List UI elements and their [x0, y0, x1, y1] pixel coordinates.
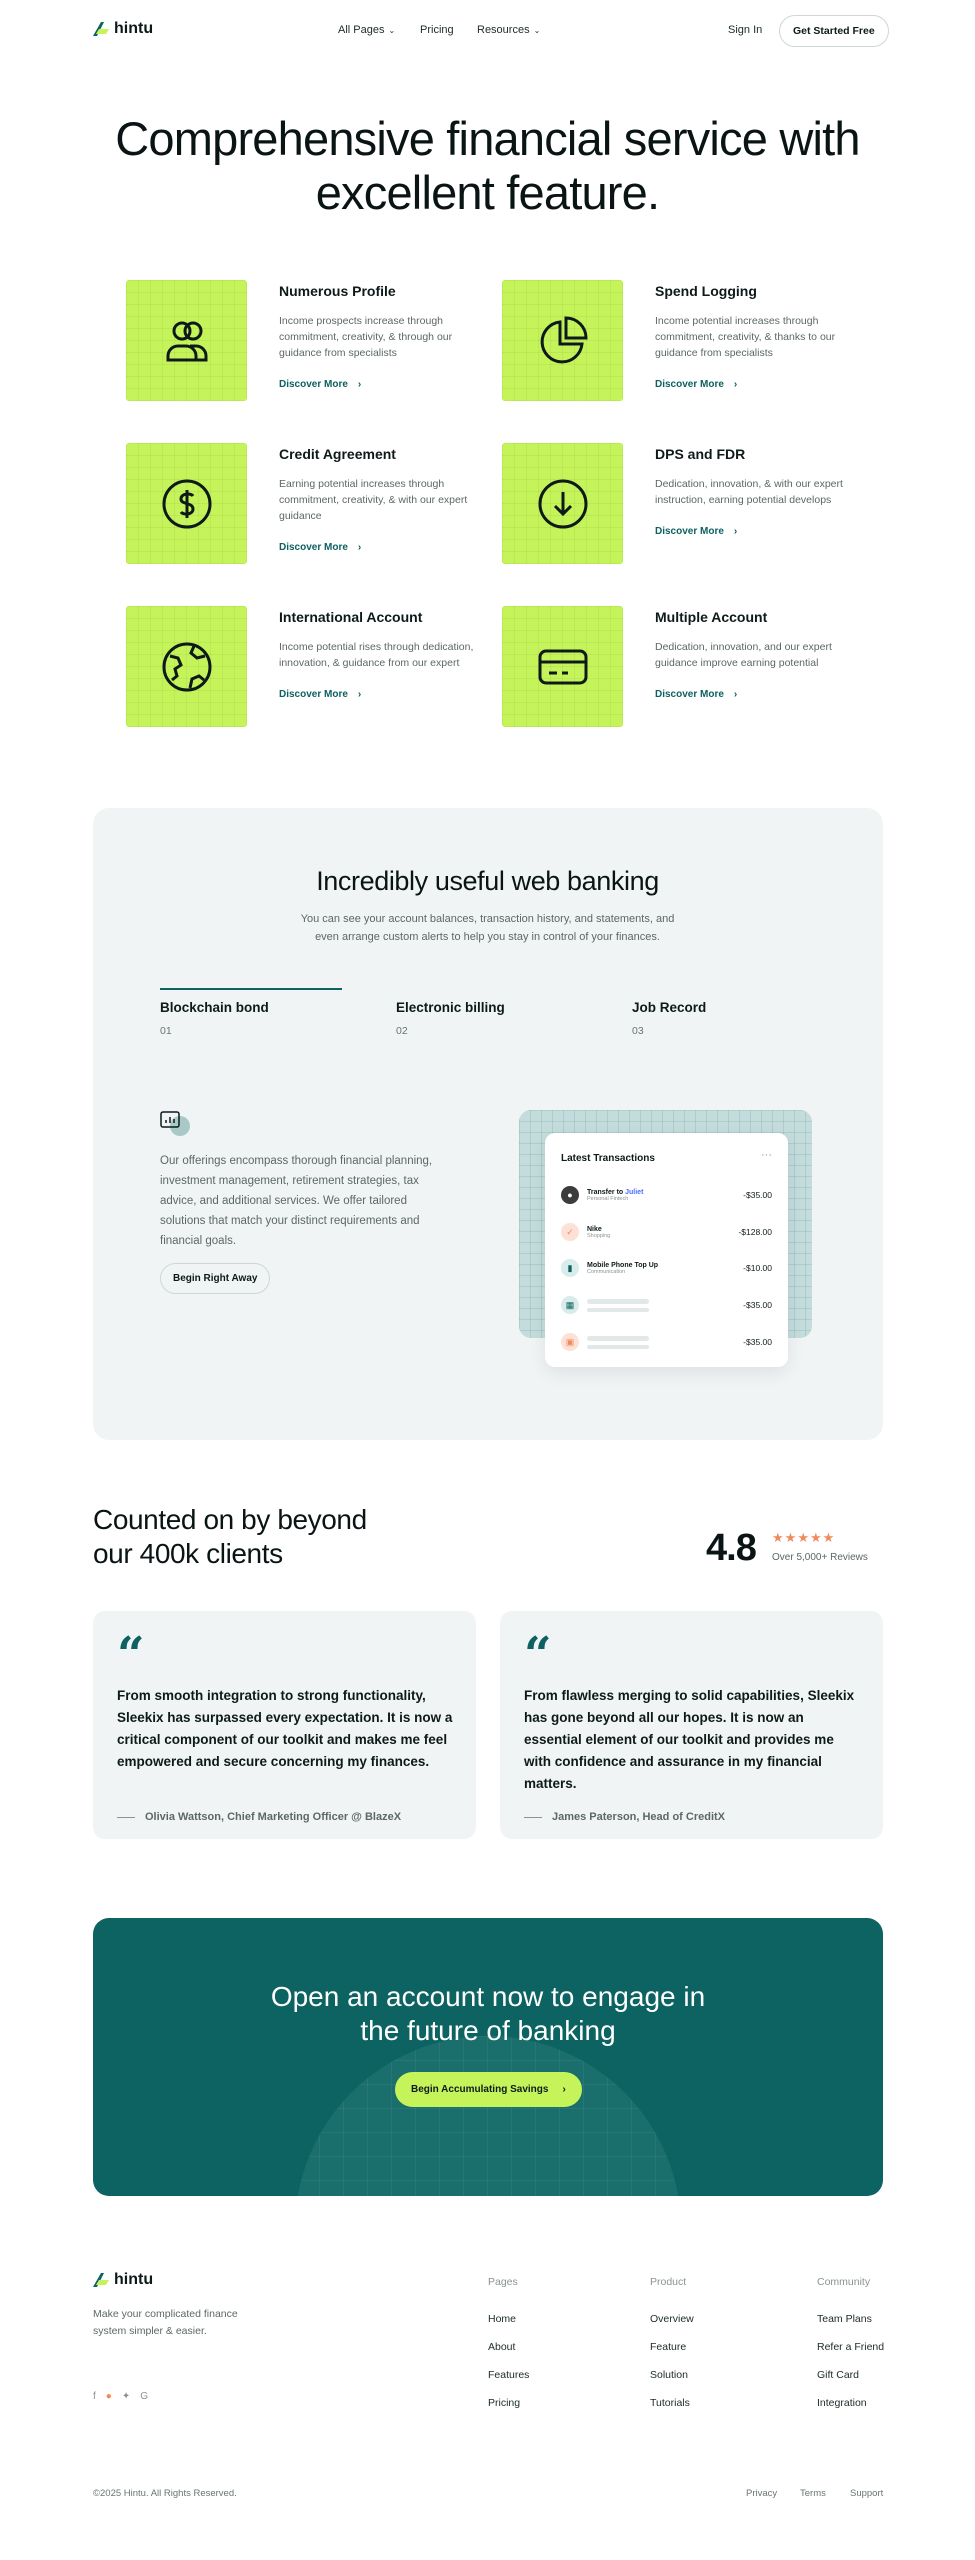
star-icon: ★ [784, 1530, 798, 1545]
body-line: Our offerings encompass thorough financial planning, [160, 1155, 433, 1167]
footer-link[interactable]: Features [488, 2369, 530, 2381]
tab-title: Job Record [632, 1000, 707, 1015]
star-icon: ★ [822, 1530, 836, 1545]
star-icon: ★ [809, 1530, 823, 1545]
tab-number: 02 [396, 1025, 408, 1037]
transaction-row[interactable] [561, 1293, 772, 1317]
analytics-icon [160, 1111, 192, 1137]
footer-link[interactable]: Overview [650, 2313, 694, 2325]
transaction-name: Mobile Phone Top Up [587, 1261, 659, 1269]
placeholder-line [587, 1299, 649, 1304]
begin-right-away-button[interactable]: Begin Right Away [160, 1263, 270, 1294]
name-highlight: Juliet [625, 1188, 644, 1196]
review-count: Over 5,000+ Reviews [772, 1552, 868, 1563]
star-icon: ★ [772, 1530, 785, 1545]
placeholder-line [587, 1308, 649, 1312]
avatar: ● [561, 1186, 579, 1204]
discover-more-link[interactable] [279, 379, 361, 390]
link-label: Discover More [655, 689, 724, 700]
globe-icon [160, 640, 214, 694]
chevron-down-icon: ⌄ [533, 25, 541, 35]
footer-bottom-link-terms[interactable]: Terms [800, 2488, 826, 2499]
nav-label: All Pages [338, 24, 385, 36]
begin-accumulating-savings-button[interactable] [395, 2072, 582, 2107]
get-started-button[interactable]: Get Started Free [779, 15, 889, 47]
body-line: advice, and additional services. We offer tailored [160, 1195, 407, 1207]
banking-body [160, 1151, 450, 1251]
transactions-card [545, 1133, 788, 1367]
copyright: ©2025 Hintu. All Rights Reserved. [93, 2488, 237, 2499]
link-label: Discover More [655, 526, 724, 537]
body-line: solutions that match your distinct requirements and [160, 1215, 420, 1227]
feature-title: Credit Agreement [279, 446, 396, 462]
footer-bottom-link-privacy[interactable]: Privacy [746, 2488, 778, 2499]
feature-icon-tile [126, 443, 247, 564]
chevron-right-icon: › [562, 2084, 566, 2095]
footer-column-community [817, 2276, 884, 2409]
body-line: financial goals. [160, 1235, 237, 1247]
feature-desc: Income prospects increase through commitment, creativity, & through our guidance from specialists [279, 315, 453, 359]
users-icon [160, 314, 214, 368]
shopping-icon: ✓ [561, 1223, 579, 1241]
body-line: investment management, retirement strategies, tax [160, 1175, 419, 1187]
feature-desc: Earning potential increases through commitment, creativity, & with our expert guidance [279, 478, 468, 522]
logo-mark-icon [93, 2273, 109, 2287]
footer-link[interactable]: Refer a Friend [817, 2341, 885, 2353]
feature-title: Spend Logging [655, 283, 757, 299]
tab-number: 01 [160, 1025, 172, 1037]
feature-icon-tile [502, 280, 623, 401]
column-heading: Pages [488, 2276, 518, 2288]
sign-in-link[interactable]: Sign In [728, 24, 763, 36]
button-label: Begin Accumulating Savings [411, 2084, 549, 2095]
chevron-down-icon: ⌄ [388, 25, 396, 35]
divider [524, 1817, 542, 1818]
transaction-meta: Personal Fintech [587, 1195, 629, 1202]
logo[interactable] [93, 20, 153, 38]
feature-desc: Income potential rises through dedication, innovation, & guidance from our expert [279, 641, 474, 669]
heading-line: Counted on by beyond [93, 1504, 367, 1535]
feature-icon-tile [502, 443, 623, 564]
gift-icon: ▣ [561, 1333, 579, 1351]
nav-pricing[interactable] [420, 24, 454, 36]
tagline-line: system simpler & easier. [93, 2325, 207, 2337]
heading-line: our 400k clients [93, 1538, 283, 1569]
transaction-meta: Shopping [587, 1232, 611, 1239]
divider [117, 1817, 135, 1818]
feature-title: DPS and FDR [655, 446, 746, 462]
twitter-icon[interactable]: ✦ [121, 2391, 131, 2402]
chevron-right-icon: › [357, 689, 362, 700]
feature-icon-tile [502, 606, 623, 727]
footer-column-pages [488, 2276, 529, 2409]
testimonial-author [524, 1811, 725, 1823]
footer-link[interactable]: Gift Card [817, 2369, 860, 2381]
author-name: James Paterson, Head of CreditX [552, 1811, 726, 1823]
quote-icon: “ [117, 1627, 145, 1683]
arrow-down-circle-icon [536, 477, 590, 531]
logo-mark-icon [93, 22, 109, 36]
tab-title: Blockchain bond [160, 1000, 269, 1015]
decorative-grid-arc [295, 2036, 681, 2196]
discover-more-link[interactable] [279, 542, 361, 553]
feature-title: Multiple Account [655, 609, 768, 625]
hero-title-line: excellent feature. [315, 166, 660, 219]
transaction-row[interactable] [561, 1330, 772, 1354]
quote-icon: “ [524, 1627, 552, 1683]
footer-link[interactable]: Pricing [488, 2397, 521, 2409]
name-prefix: Transfer to [587, 1188, 626, 1196]
chevron-right-icon: › [733, 526, 738, 537]
subtitle-line: even arrange custom alerts to help you stay in control of your finances. [315, 931, 660, 943]
transaction-name [587, 1189, 643, 1196]
footer-tagline [93, 2306, 238, 2340]
chevron-right-icon: › [733, 379, 738, 390]
logo-text: hintu [114, 20, 154, 37]
footer-column-product [650, 2276, 694, 2409]
chevron-right-icon: › [357, 379, 362, 390]
chevron-right-icon: › [733, 689, 738, 700]
author-name: Olivia Wattson, Chief Marketing Officer @ BlazeX [145, 1811, 402, 1823]
star-icon: ★ [797, 1530, 810, 1545]
nav-label: Resources [477, 24, 530, 36]
tab-title: Electronic billing [396, 1000, 505, 1015]
link-label: Discover More [279, 542, 348, 553]
discover-more-link[interactable] [655, 526, 737, 537]
dollar-circle-icon [160, 477, 214, 531]
facebook-icon[interactable]: f [93, 2391, 96, 2402]
transaction-amount: -$35.00 [743, 1337, 772, 1347]
bank-icon: ▦ [561, 1296, 579, 1314]
hero-title-line: Comprehensive financial service with [115, 112, 860, 165]
rating-value: 4.8 [706, 1527, 756, 1569]
active-tab-indicator [160, 988, 342, 990]
link-label: Discover More [655, 379, 724, 390]
column-heading: Product [650, 2276, 687, 2288]
hero-title [0, 112, 975, 220]
feature-title: Numerous Profile [279, 283, 396, 299]
placeholder-line [587, 1336, 649, 1341]
feature-icon-tile [126, 280, 247, 401]
discover-more-link[interactable] [655, 689, 737, 700]
footer-link[interactable]: About [488, 2341, 516, 2353]
social-links [93, 2391, 148, 2402]
placeholder-line [587, 1345, 649, 1349]
transaction-amount: -$10.00 [743, 1263, 772, 1273]
transaction-name: Nike [587, 1225, 602, 1233]
nav-all-pages[interactable] [338, 24, 395, 36]
link-label: Discover More [279, 379, 348, 390]
transaction-row[interactable] [561, 1183, 772, 1207]
footer-link[interactable]: Integration [817, 2397, 867, 2409]
testimonial-card [93, 1611, 476, 1839]
transaction-row[interactable] [561, 1220, 772, 1244]
transactions-title: Latest Transactions [561, 1153, 655, 1164]
transaction-row[interactable] [561, 1256, 772, 1280]
subtitle-line: You can see your account balances, transaction history, and statements, and [300, 913, 675, 925]
logo-text: hintu [114, 2271, 154, 2288]
tab-electronic-billing[interactable] [396, 1000, 505, 1037]
banking-title: Incredibly useful web banking [316, 866, 659, 896]
transaction-amount: -$35.00 [743, 1300, 772, 1310]
chevron-right-icon: › [357, 542, 362, 553]
cta-title-line: the future of banking [360, 2015, 616, 2046]
tab-blockchain-bond[interactable] [160, 1000, 269, 1037]
pie-chart-icon [536, 314, 590, 368]
feature-desc: Income potential increases through commitment, creativity, & thanks to our guidance from specialists [655, 315, 836, 359]
discover-more-link[interactable] [655, 379, 737, 390]
footer-link[interactable]: Team Plans [817, 2313, 872, 2325]
credit-card-icon [536, 640, 590, 694]
footer-bottom-link-support[interactable]: Support [850, 2488, 884, 2499]
tab-number: 03 [632, 1025, 644, 1037]
google-icon[interactable]: G [140, 2391, 148, 2402]
footer-link[interactable]: Tutorials [650, 2397, 690, 2409]
testimonial-quote: From smooth integration to strong functionality, Sleekix has surpassed every expectation. It is now a critical component of our toolkit and makes me feel empowered and secure concerning my finances. [117, 1688, 453, 1769]
star-rating [772, 1530, 835, 1546]
feature-title: International Account [279, 609, 423, 625]
cta-banner [93, 1918, 883, 2196]
discover-more-link[interactable] [279, 689, 361, 700]
cta-title-line: Open an account now to engage in [270, 1981, 706, 2012]
link-label: Discover More [279, 689, 348, 700]
github-icon[interactable]: ● [105, 2391, 112, 2402]
column-heading: Community [817, 2276, 871, 2288]
more-icon[interactable]: ··· [761, 1149, 772, 1161]
feature-desc: Dedication, innovation, & with our expert instruction, earning potential develops [655, 478, 843, 506]
banking-subtitle [0, 910, 975, 946]
testimonial-quote: From flawless merging to solid capabilities, Sleekix has gone beyond all our hopes. It is now an essential element of our toolkit and provides me with confidence and assurance in my financial matters. [524, 1688, 855, 1791]
phone-icon: ▮ [561, 1259, 579, 1277]
feature-desc: Dedication, innovation, and our expert guidance improve earning potential [655, 641, 832, 669]
reviews-heading [93, 1503, 367, 1571]
tagline-line: Make your complicated finance [93, 2308, 238, 2320]
footer-link[interactable]: Feature [650, 2341, 687, 2353]
testimonial-card [500, 1611, 883, 1839]
transaction-meta: Communication [587, 1268, 626, 1275]
cta-title [93, 1980, 883, 2048]
transaction-amount: -$35.00 [743, 1190, 772, 1200]
tab-job-record[interactable] [632, 1000, 706, 1037]
testimonial-author [117, 1811, 401, 1823]
footer-link[interactable]: Home [488, 2313, 517, 2325]
nav-label: Pricing [420, 24, 454, 36]
footer-logo[interactable] [93, 2271, 153, 2289]
transaction-amount: -$128.00 [738, 1227, 772, 1237]
feature-icon-tile [126, 606, 247, 727]
nav-resources[interactable] [477, 24, 540, 36]
footer-link[interactable]: Solution [650, 2369, 688, 2381]
